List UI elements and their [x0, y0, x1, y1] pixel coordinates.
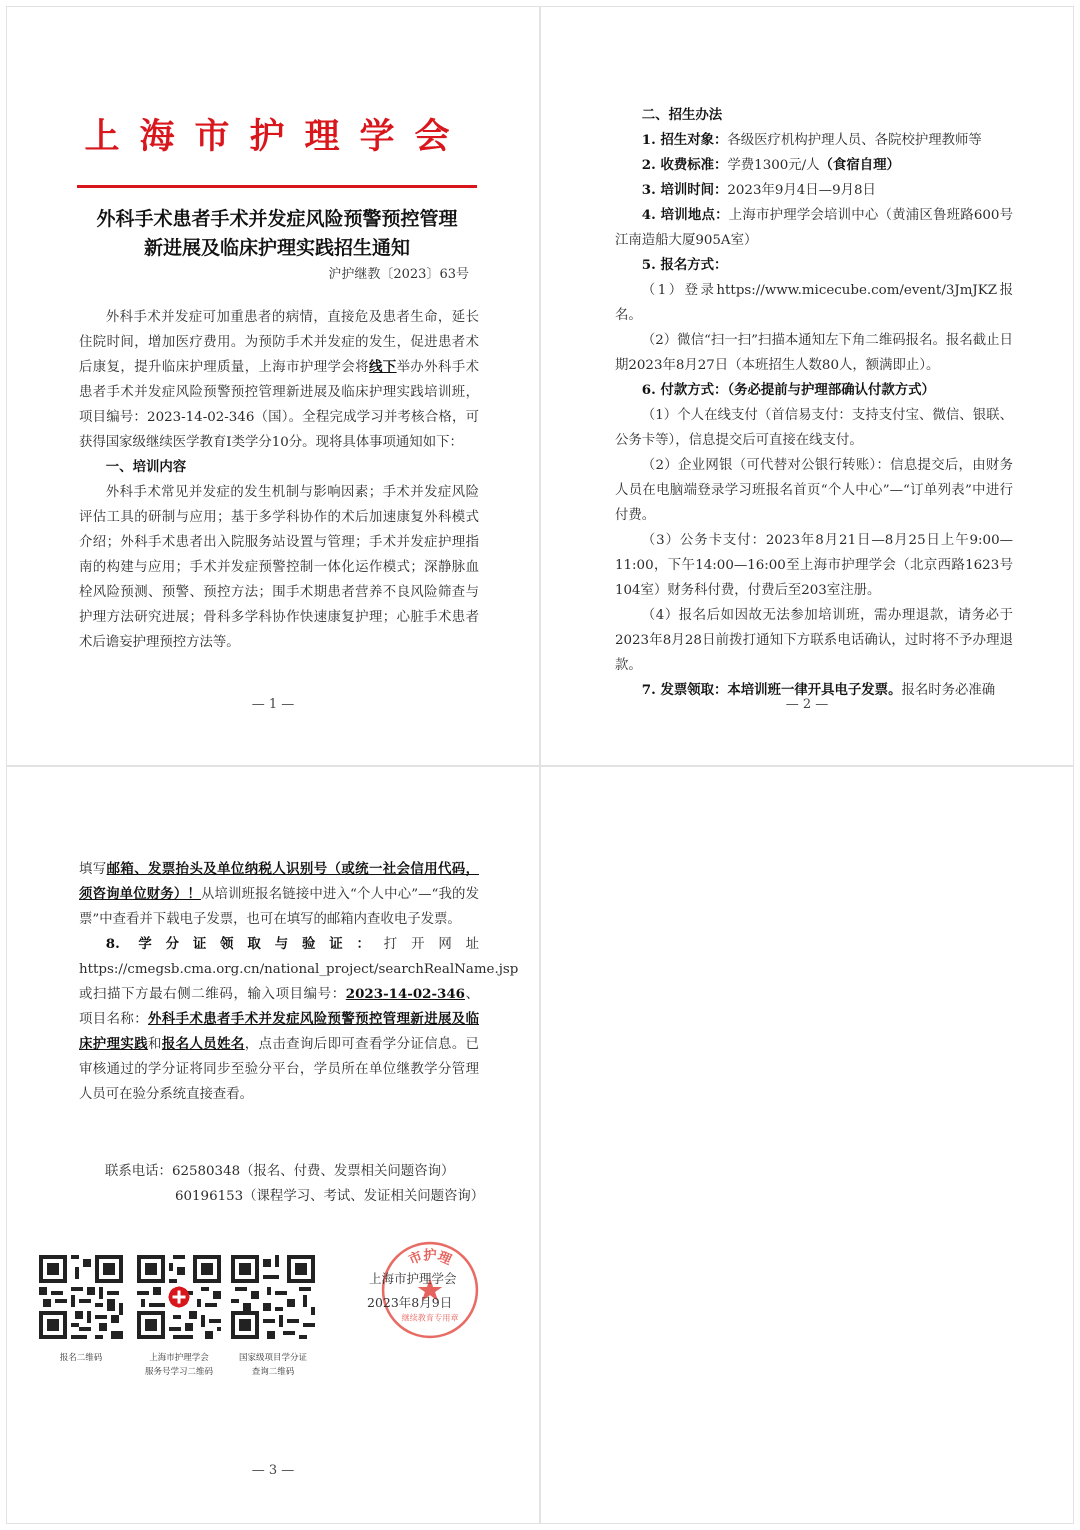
payment-label: 6. 付款方式：	[641, 382, 728, 398]
page-number: — 2 —	[785, 697, 829, 712]
payment-method	[615, 378, 1013, 403]
document-page-1	[6, 6, 540, 766]
fee-note: （食宿自理）	[819, 157, 900, 173]
fee-standard	[615, 153, 1013, 178]
training-location-value: 上海市护理学会培训中心（黄浦区鲁班路600号江南造船大厦905A室）	[615, 208, 1014, 248]
enroll-target-value: 各级医疗机构护理人员、各院校护理教师等	[727, 133, 982, 148]
enroll-target-label: 1. 招生对象：	[641, 132, 728, 148]
training-time	[615, 178, 1013, 203]
section-2-heading: 二、招生办法	[641, 107, 723, 123]
qr2-caption-line-1: 上海市护理学会	[149, 1353, 209, 1363]
qr3-caption-line-1: 国家级项目学分证	[238, 1353, 307, 1363]
credit-query-qr	[231, 1255, 315, 1379]
credit-certificate	[79, 932, 519, 1107]
document-page-2	[540, 6, 1074, 766]
payment-enterprise: （2）企业网银（可代替对公银行转账）：信息提交后，由财务人员在电脑端登录学习班报名首页“个人中心”—“订单列表”中进行付费。	[615, 458, 1013, 523]
qr1-caption: 报名二维码	[59, 1353, 103, 1363]
intro-offline-emphasis: 线下	[368, 359, 397, 375]
intro-text-b: 举办外科手术患者手术并发症风险预警预控管理新进展及临床护理实践培训班，项目编号：2023-14-02-346（国）。全程完成学习并考核合格，可获得国家级继续医学教育Ⅰ类学分10分。现将具体事项通知如下：	[79, 360, 480, 450]
payment-official-card: （3）公务卡支付：2023年8月21日—8月25日上午9:00—11:00，下午14:00—16:00至上海市护理学会（北京西路1623号104室）财务科付费，付费后至203室注册。	[615, 533, 1013, 598]
payment-note: （务必提前与护理部确认付款方式）	[727, 382, 935, 398]
seal-top-text: 市护理	[406, 1248, 454, 1269]
registrant-name: 报名人员姓名	[161, 1036, 245, 1052]
credit-text-b: 、项目名称：	[79, 987, 480, 1027]
credit-query-qr-icon	[231, 1255, 315, 1339]
project-name: 外科手术患者手术并发症风险预警预控管理新进展及临床护理实践	[79, 1011, 480, 1052]
enroll-target	[615, 128, 1013, 153]
credit-label: 8. 学分证领取与验证：	[105, 936, 384, 952]
intro-text-a: 外科手术并发症可加重患者的病情，直接危及患者生命，延长住院时间，增加医疗费用。为预防手术并发症的发生，促进患者术后康复，提升临床护理质量，上海市护理学会将	[79, 310, 479, 375]
document-page-3	[6, 766, 540, 1524]
training-location	[615, 203, 1013, 253]
qr3-caption-line-2: 查询二维码	[251, 1367, 295, 1377]
page-number: — 3 —	[251, 1463, 295, 1478]
contact-phone-2: 60196153（课程学习、考试、发证相关问题咨询）	[175, 1189, 485, 1204]
signature-date: 2023年8月9日	[367, 1295, 453, 1310]
qr2-caption	[137, 1351, 221, 1379]
contact-label: 联系电话：	[105, 1164, 172, 1179]
document-page-4-blank	[540, 766, 1074, 1524]
project-code: 2023-14-02-346	[345, 986, 465, 1002]
service-account-qr-icon	[137, 1255, 221, 1339]
fee-value: 学费1300元/人	[727, 158, 820, 173]
seal-bottom-text: 继续教育专用章	[401, 1312, 459, 1323]
page-number: — 1 —	[251, 697, 295, 712]
contact-phone-1: 62580348（报名、付费、发票相关问题咨询）	[171, 1164, 455, 1179]
invoice-label: 7. 发票领取：	[641, 682, 728, 698]
page3-body	[79, 857, 519, 1107]
credit-text-c: ，点击查询后即可查看学分证信息。已审核通过的学分证将同步至验分平台，学员所在单位继教学分管理人员可在验分系统直接查看。	[79, 1037, 480, 1102]
payment-personal: （1）个人在线支付（首信易支付：支持支付宝、微信、银联、公务卡等），信息提交后可直接在线支付。	[615, 408, 1013, 448]
refund-note: （4）报名后如因故无法参加培训班，需办理退款，请务必于2023年8月28日前拨打通知下方联系电话确认，过时将不予办理退款。	[615, 608, 1013, 673]
qr2-caption-line-2: 服务号学习二维码	[144, 1367, 213, 1377]
notice-title-line-1: 外科手术患者手术并发症风险预警预控管理	[96, 208, 458, 230]
intro-paragraph	[79, 305, 479, 455]
registration-qr	[39, 1255, 123, 1365]
document-number: 沪护继教〔2023〕63号	[328, 267, 469, 282]
section-1-heading: 一、培训内容	[105, 459, 187, 475]
invoice-value: 本培训班一律开具电子发票。	[727, 682, 902, 698]
invoice-tail: 报名时务必准确	[901, 683, 996, 698]
page1-body	[79, 305, 479, 655]
training-time-value: 2023年9月4日—9月8日	[727, 183, 876, 198]
contact-info	[105, 1159, 485, 1209]
service-account-qr	[137, 1255, 221, 1379]
organization-title: 上海市护理学会	[84, 116, 470, 157]
invoice-cont-a: 填写	[79, 862, 107, 877]
page2-body	[615, 103, 1013, 703]
red-divider-line	[77, 185, 477, 188]
registration-method-label: 5. 报名方式：	[641, 257, 728, 273]
invoice-required-fields: 邮箱、发票抬头及单位纳税人识别号（或统一社会信用代码，须咨询单位财务）！	[79, 861, 480, 902]
qr3-caption	[231, 1351, 315, 1379]
invoice-cont-b: 从培训班报名链接中进入“个人中心”—“我的发票”中查看并下载电子发票，也可在填写的邮箱内查收电子发票。	[79, 887, 479, 927]
official-seal-icon	[379, 1239, 481, 1341]
notice-title-line-2: 新进展及临床护理实践招生通知	[143, 237, 410, 259]
invoice-continued	[79, 857, 479, 932]
credit-text-a: 打开网址https://cmegsb.cma.org.cn/national_project/searchRealName.jsp或扫描下方最右侧二维码，输入项目编号：	[79, 937, 519, 1002]
credit-and: 和	[148, 1037, 162, 1052]
signature-organization: 上海市护理学会	[369, 1271, 457, 1286]
svg-text:市护理	[406, 1246, 455, 1268]
registration-online: （1）登录https://www.micecube.com/event/3JmJKZ报名。	[615, 283, 1013, 323]
training-location-label: 4. 培训地点：	[641, 207, 729, 223]
notice-title	[62, 205, 492, 263]
training-time-label: 3. 培训时间：	[641, 182, 728, 198]
contact-line-1	[105, 1159, 485, 1184]
registration-qr-icon	[39, 1255, 123, 1339]
section-1-body: 外科手术常见并发症的发生机制与影响因素；手术并发症风险评估工具的研制与应用；基于多学科协作的术后加速康复外科模式介绍；外科手术患者出入院服务站设置与管理；手术并发症护理指南的构建与应用；手术并发症预警控制一体化运作模式；深静脉血栓风险预测、预警、预控方法；围手术期患者营养不良风险筛查与护理方法研究进展；骨科多学科协作快速康复护理；心脏手术患者术后谵妄护理预控方法等。	[79, 485, 479, 650]
registration-wechat: （2）微信“扫一扫”扫描本通知左下角二维码报名。报名截止日期2023年8月27日（本班招生人数80人，额满即止）。	[615, 333, 1013, 373]
fee-label: 2. 收费标准：	[641, 157, 728, 173]
